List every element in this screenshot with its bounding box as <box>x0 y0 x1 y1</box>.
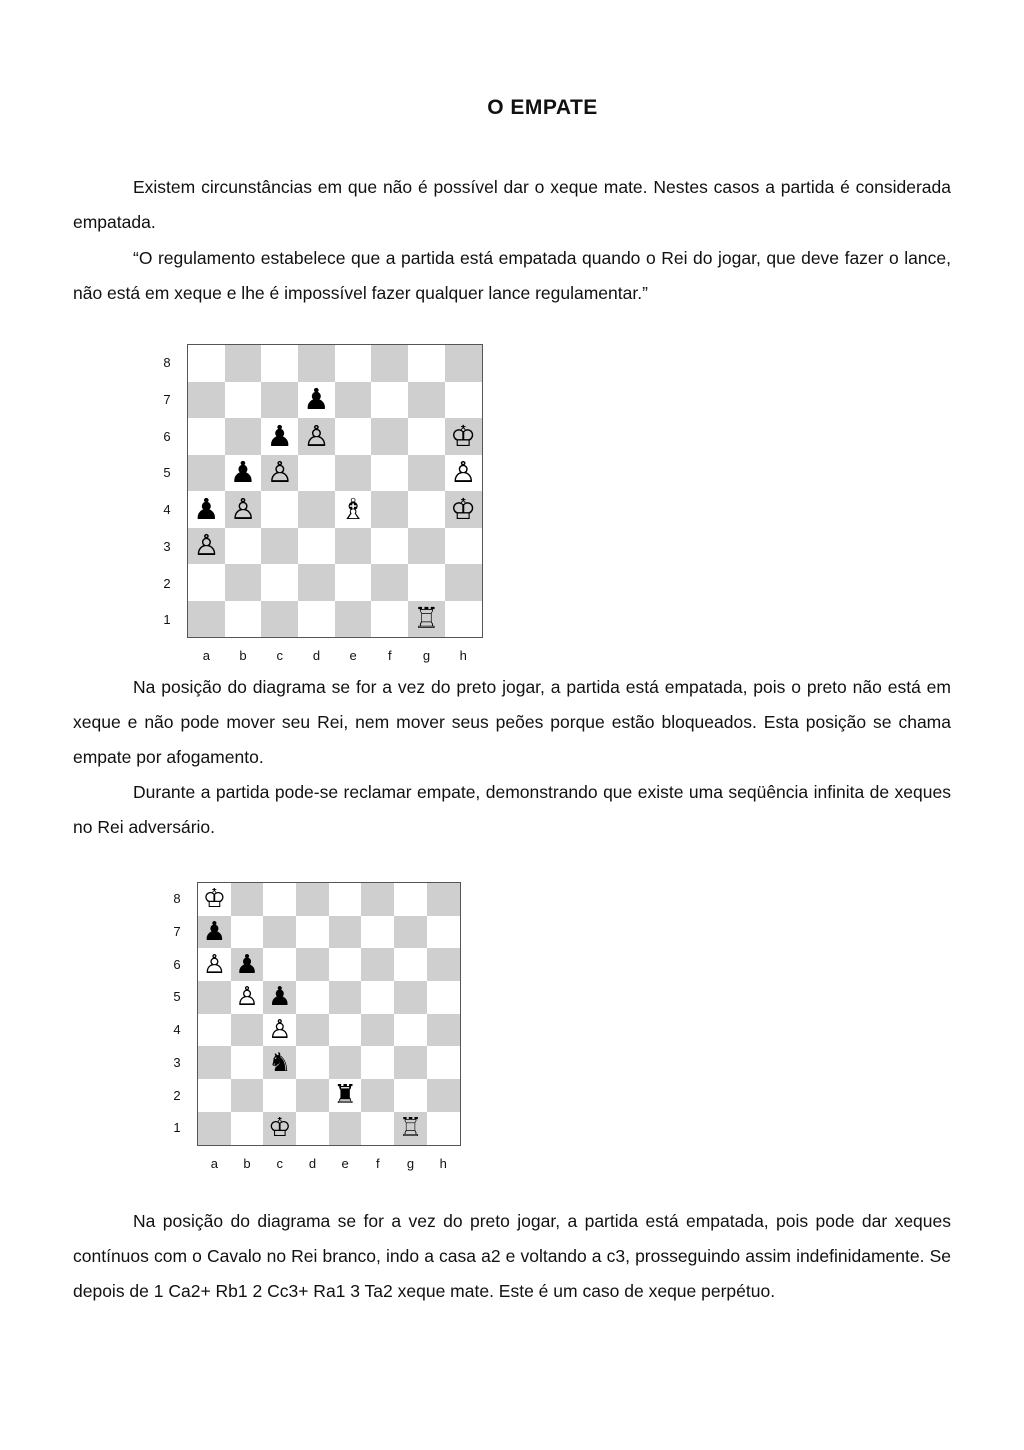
rank-label: 2 <box>173 1087 181 1103</box>
square-h2 <box>445 564 482 601</box>
square-b4 <box>231 1014 264 1047</box>
square-a2 <box>188 564 225 601</box>
rank-label: 3 <box>163 538 171 554</box>
square-h1 <box>427 1112 460 1145</box>
square-a6 <box>188 418 225 455</box>
square-d8 <box>296 883 329 916</box>
square-a7 <box>198 916 231 949</box>
square-c7 <box>261 382 298 419</box>
square-e6 <box>329 948 362 981</box>
square-c5 <box>263 981 296 1014</box>
square-a4 <box>188 491 225 528</box>
square-d8 <box>298 345 335 382</box>
square-g3 <box>408 528 445 565</box>
square-h4 <box>427 1014 460 1047</box>
square-a5 <box>198 981 231 1014</box>
square-f3 <box>371 528 408 565</box>
square-a2 <box>198 1079 231 1112</box>
square-c5 <box>261 455 298 492</box>
square-f8 <box>371 345 408 382</box>
square-h5 <box>445 455 482 492</box>
square-g2 <box>408 564 445 601</box>
rank-label: 4 <box>163 502 171 518</box>
chessboard <box>197 882 461 1146</box>
rank-label: 5 <box>163 465 171 481</box>
white-pawn-icon: ♙ <box>202 949 226 980</box>
file-label: a <box>210 1156 218 1171</box>
square-a1 <box>198 1112 231 1145</box>
square-c4 <box>261 491 298 528</box>
square-d1 <box>296 1112 329 1145</box>
square-g2 <box>394 1079 427 1112</box>
rank-label: 3 <box>173 1054 181 1070</box>
file-label: f <box>376 1156 380 1171</box>
square-f2 <box>361 1079 394 1112</box>
square-f5 <box>371 455 408 492</box>
square-f7 <box>371 382 408 419</box>
white-king-icon: ♔ <box>268 1113 292 1144</box>
perpetual-claim-paragraph: Durante a partida pode-se reclamar empate, demonstrando que existe uma seqüência infinita de xeques no Rei adversário. <box>73 782 951 837</box>
square-e8 <box>335 345 372 382</box>
rank-label: 1 <box>163 612 171 628</box>
square-d6 <box>296 948 329 981</box>
square-f7 <box>361 916 394 949</box>
square-e4 <box>329 1014 362 1047</box>
square-h3 <box>427 1046 460 1079</box>
square-g1 <box>408 601 445 638</box>
square-b1 <box>225 601 262 638</box>
square-c6 <box>263 948 296 981</box>
square-e4 <box>335 491 372 528</box>
square-a1 <box>188 601 225 638</box>
square-g3 <box>394 1046 427 1079</box>
square-h3 <box>445 528 482 565</box>
square-d2 <box>296 1079 329 1112</box>
square-d3 <box>298 528 335 565</box>
square-c2 <box>261 564 298 601</box>
square-e1 <box>335 601 372 638</box>
black-knight-icon: ♞ <box>268 1047 292 1078</box>
file-label: g <box>406 1156 415 1171</box>
rank-label: 7 <box>173 924 181 940</box>
square-e8 <box>329 883 362 916</box>
square-b6 <box>231 948 264 981</box>
square-a3 <box>188 528 225 565</box>
rank-label: 5 <box>173 989 181 1005</box>
square-a6 <box>198 948 231 981</box>
square-h8 <box>445 345 482 382</box>
square-f6 <box>361 948 394 981</box>
black-pawn-icon: ♟ <box>235 949 259 980</box>
file-label: b <box>239 648 247 663</box>
square-g6 <box>394 948 427 981</box>
square-e7 <box>335 382 372 419</box>
square-h5 <box>427 981 460 1014</box>
square-f5 <box>361 981 394 1014</box>
black-pawn-icon: ♟ <box>303 382 330 417</box>
square-b4 <box>225 491 262 528</box>
square-d3 <box>296 1046 329 1079</box>
white-rook-icon: ♖ <box>413 601 440 636</box>
square-a5 <box>188 455 225 492</box>
square-g5 <box>408 455 445 492</box>
square-b2 <box>225 564 262 601</box>
square-h7 <box>445 382 482 419</box>
square-g7 <box>394 916 427 949</box>
square-d4 <box>298 491 335 528</box>
square-c1 <box>261 601 298 638</box>
square-f4 <box>371 491 408 528</box>
square-b3 <box>231 1046 264 1079</box>
square-b1 <box>231 1112 264 1145</box>
square-d4 <box>296 1014 329 1047</box>
square-f8 <box>361 883 394 916</box>
square-h2 <box>427 1079 460 1112</box>
white-pawn-icon: ♙ <box>230 491 257 526</box>
file-label: e <box>349 648 357 663</box>
regulation-quote-paragraph: “O regulamento estabelece que a partida está empatada quando o Rei do jogar, que deve fazer o lance, não está em xeque e lhe é impossível fazer qualquer lance regulamentar.” <box>73 248 951 303</box>
square-f6 <box>371 418 408 455</box>
white-pawn-icon: ♙ <box>193 528 220 563</box>
rank-label: 8 <box>163 355 171 371</box>
square-d5 <box>298 455 335 492</box>
square-a8 <box>198 883 231 916</box>
square-e2 <box>329 1079 362 1112</box>
square-b6 <box>225 418 262 455</box>
rank-label: 1 <box>173 1120 181 1136</box>
square-c4 <box>263 1014 296 1047</box>
white-pawn-icon: ♙ <box>266 455 293 490</box>
square-f1 <box>361 1112 394 1145</box>
file-label: a <box>202 648 210 663</box>
white-king-icon: ♔ <box>450 491 477 526</box>
black-pawn-icon: ♟ <box>202 917 226 948</box>
square-d5 <box>296 981 329 1014</box>
file-label: d <box>312 648 321 663</box>
square-e1 <box>329 1112 362 1145</box>
square-c8 <box>263 883 296 916</box>
square-a7 <box>188 382 225 419</box>
square-f3 <box>361 1046 394 1079</box>
perpetual-check-explanation-paragraph: Na posição do diagrama se for a vez do preto jogar, a partida está empatada, pois pode dar xeques contínuos com o Cavalo no Rei branco, indo a casa a2 e voltando a c3, prosseguindo assim indefinidamente. Se depois de 1 Ca2+ Rb1 2 Cc3+ Ra1 3 Ta2 xeque mate. Este é um caso de xeque perpétuo. <box>73 1211 951 1301</box>
rank-label: 6 <box>173 956 181 972</box>
file-label: h <box>459 648 467 663</box>
file-label: c <box>276 648 283 663</box>
square-e3 <box>329 1046 362 1079</box>
square-a8 <box>188 345 225 382</box>
rank-label: 6 <box>163 428 171 444</box>
square-h8 <box>427 883 460 916</box>
square-b8 <box>231 883 264 916</box>
square-g1 <box>394 1112 427 1145</box>
square-e5 <box>329 981 362 1014</box>
black-king-icon: ♔ <box>450 418 477 453</box>
square-a4 <box>198 1014 231 1047</box>
square-h1 <box>445 601 482 638</box>
square-g4 <box>408 491 445 528</box>
black-king-icon: ♔ <box>202 884 226 915</box>
black-pawn-icon: ♟ <box>268 982 292 1013</box>
rank-label: 4 <box>173 1022 181 1038</box>
square-d7 <box>298 382 335 419</box>
square-c2 <box>263 1079 296 1112</box>
square-c8 <box>261 345 298 382</box>
page-title: O EMPATE <box>487 96 598 119</box>
square-c3 <box>263 1046 296 1079</box>
square-d1 <box>298 601 335 638</box>
rank-label: 2 <box>163 575 171 591</box>
square-f2 <box>371 564 408 601</box>
square-g8 <box>408 345 445 382</box>
square-h6 <box>445 418 482 455</box>
square-e2 <box>335 564 372 601</box>
square-c3 <box>261 528 298 565</box>
stalemate-explanation-paragraph: Na posição do diagrama se for a vez do preto jogar, a partida está empatada, pois o preto não está em xeque e não pode mover seu Rei, nem mover seus peões porque estão bloqueados. Esta posição se chama empate por afogamento. <box>73 677 951 767</box>
square-e6 <box>335 418 372 455</box>
file-label: b <box>243 1156 251 1171</box>
square-g7 <box>408 382 445 419</box>
square-d6 <box>298 418 335 455</box>
black-pawn-icon: ♟ <box>193 491 220 526</box>
file-label: d <box>308 1156 317 1171</box>
square-e7 <box>329 916 362 949</box>
square-e3 <box>335 528 372 565</box>
square-c6 <box>261 418 298 455</box>
square-b3 <box>225 528 262 565</box>
white-rook-icon: ♖ <box>398 1113 423 1144</box>
black-rook-icon: ♜ <box>333 1080 357 1111</box>
square-b7 <box>225 382 262 419</box>
square-a3 <box>198 1046 231 1079</box>
file-label: g <box>422 648 431 663</box>
square-b7 <box>231 916 264 949</box>
square-h4 <box>445 491 482 528</box>
black-pawn-icon: ♟ <box>230 455 257 490</box>
square-b5 <box>225 455 262 492</box>
intro-paragraph: Existem circunstâncias em que não é possível dar o xeque mate. Nestes casos a partida é considerada empatada. <box>73 177 951 232</box>
white-bishop-icon: ♗ <box>340 491 367 526</box>
square-e5 <box>335 455 372 492</box>
white-pawn-icon: ♙ <box>235 982 259 1013</box>
file-label: f <box>388 648 392 663</box>
file-label: c <box>276 1156 283 1171</box>
square-d2 <box>298 564 335 601</box>
rank-label: 8 <box>173 891 181 907</box>
square-f4 <box>361 1014 394 1047</box>
black-pawn-icon: ♟ <box>266 418 293 453</box>
chessboard <box>187 344 483 638</box>
square-c7 <box>263 916 296 949</box>
square-b5 <box>231 981 264 1014</box>
rank-label: 7 <box>163 392 171 408</box>
file-label: e <box>341 1156 349 1171</box>
square-g8 <box>394 883 427 916</box>
white-pawn-icon: ♙ <box>268 1015 292 1046</box>
white-pawn-icon: ♙ <box>303 418 330 453</box>
square-g5 <box>394 981 427 1014</box>
file-label: h <box>439 1156 447 1171</box>
square-b8 <box>225 345 262 382</box>
square-c1 <box>263 1112 296 1145</box>
white-pawn-icon: ♙ <box>450 455 477 490</box>
square-d7 <box>296 916 329 949</box>
square-h6 <box>427 948 460 981</box>
square-h7 <box>427 916 460 949</box>
square-b2 <box>231 1079 264 1112</box>
square-g6 <box>408 418 445 455</box>
square-f1 <box>371 601 408 638</box>
square-g4 <box>394 1014 427 1047</box>
